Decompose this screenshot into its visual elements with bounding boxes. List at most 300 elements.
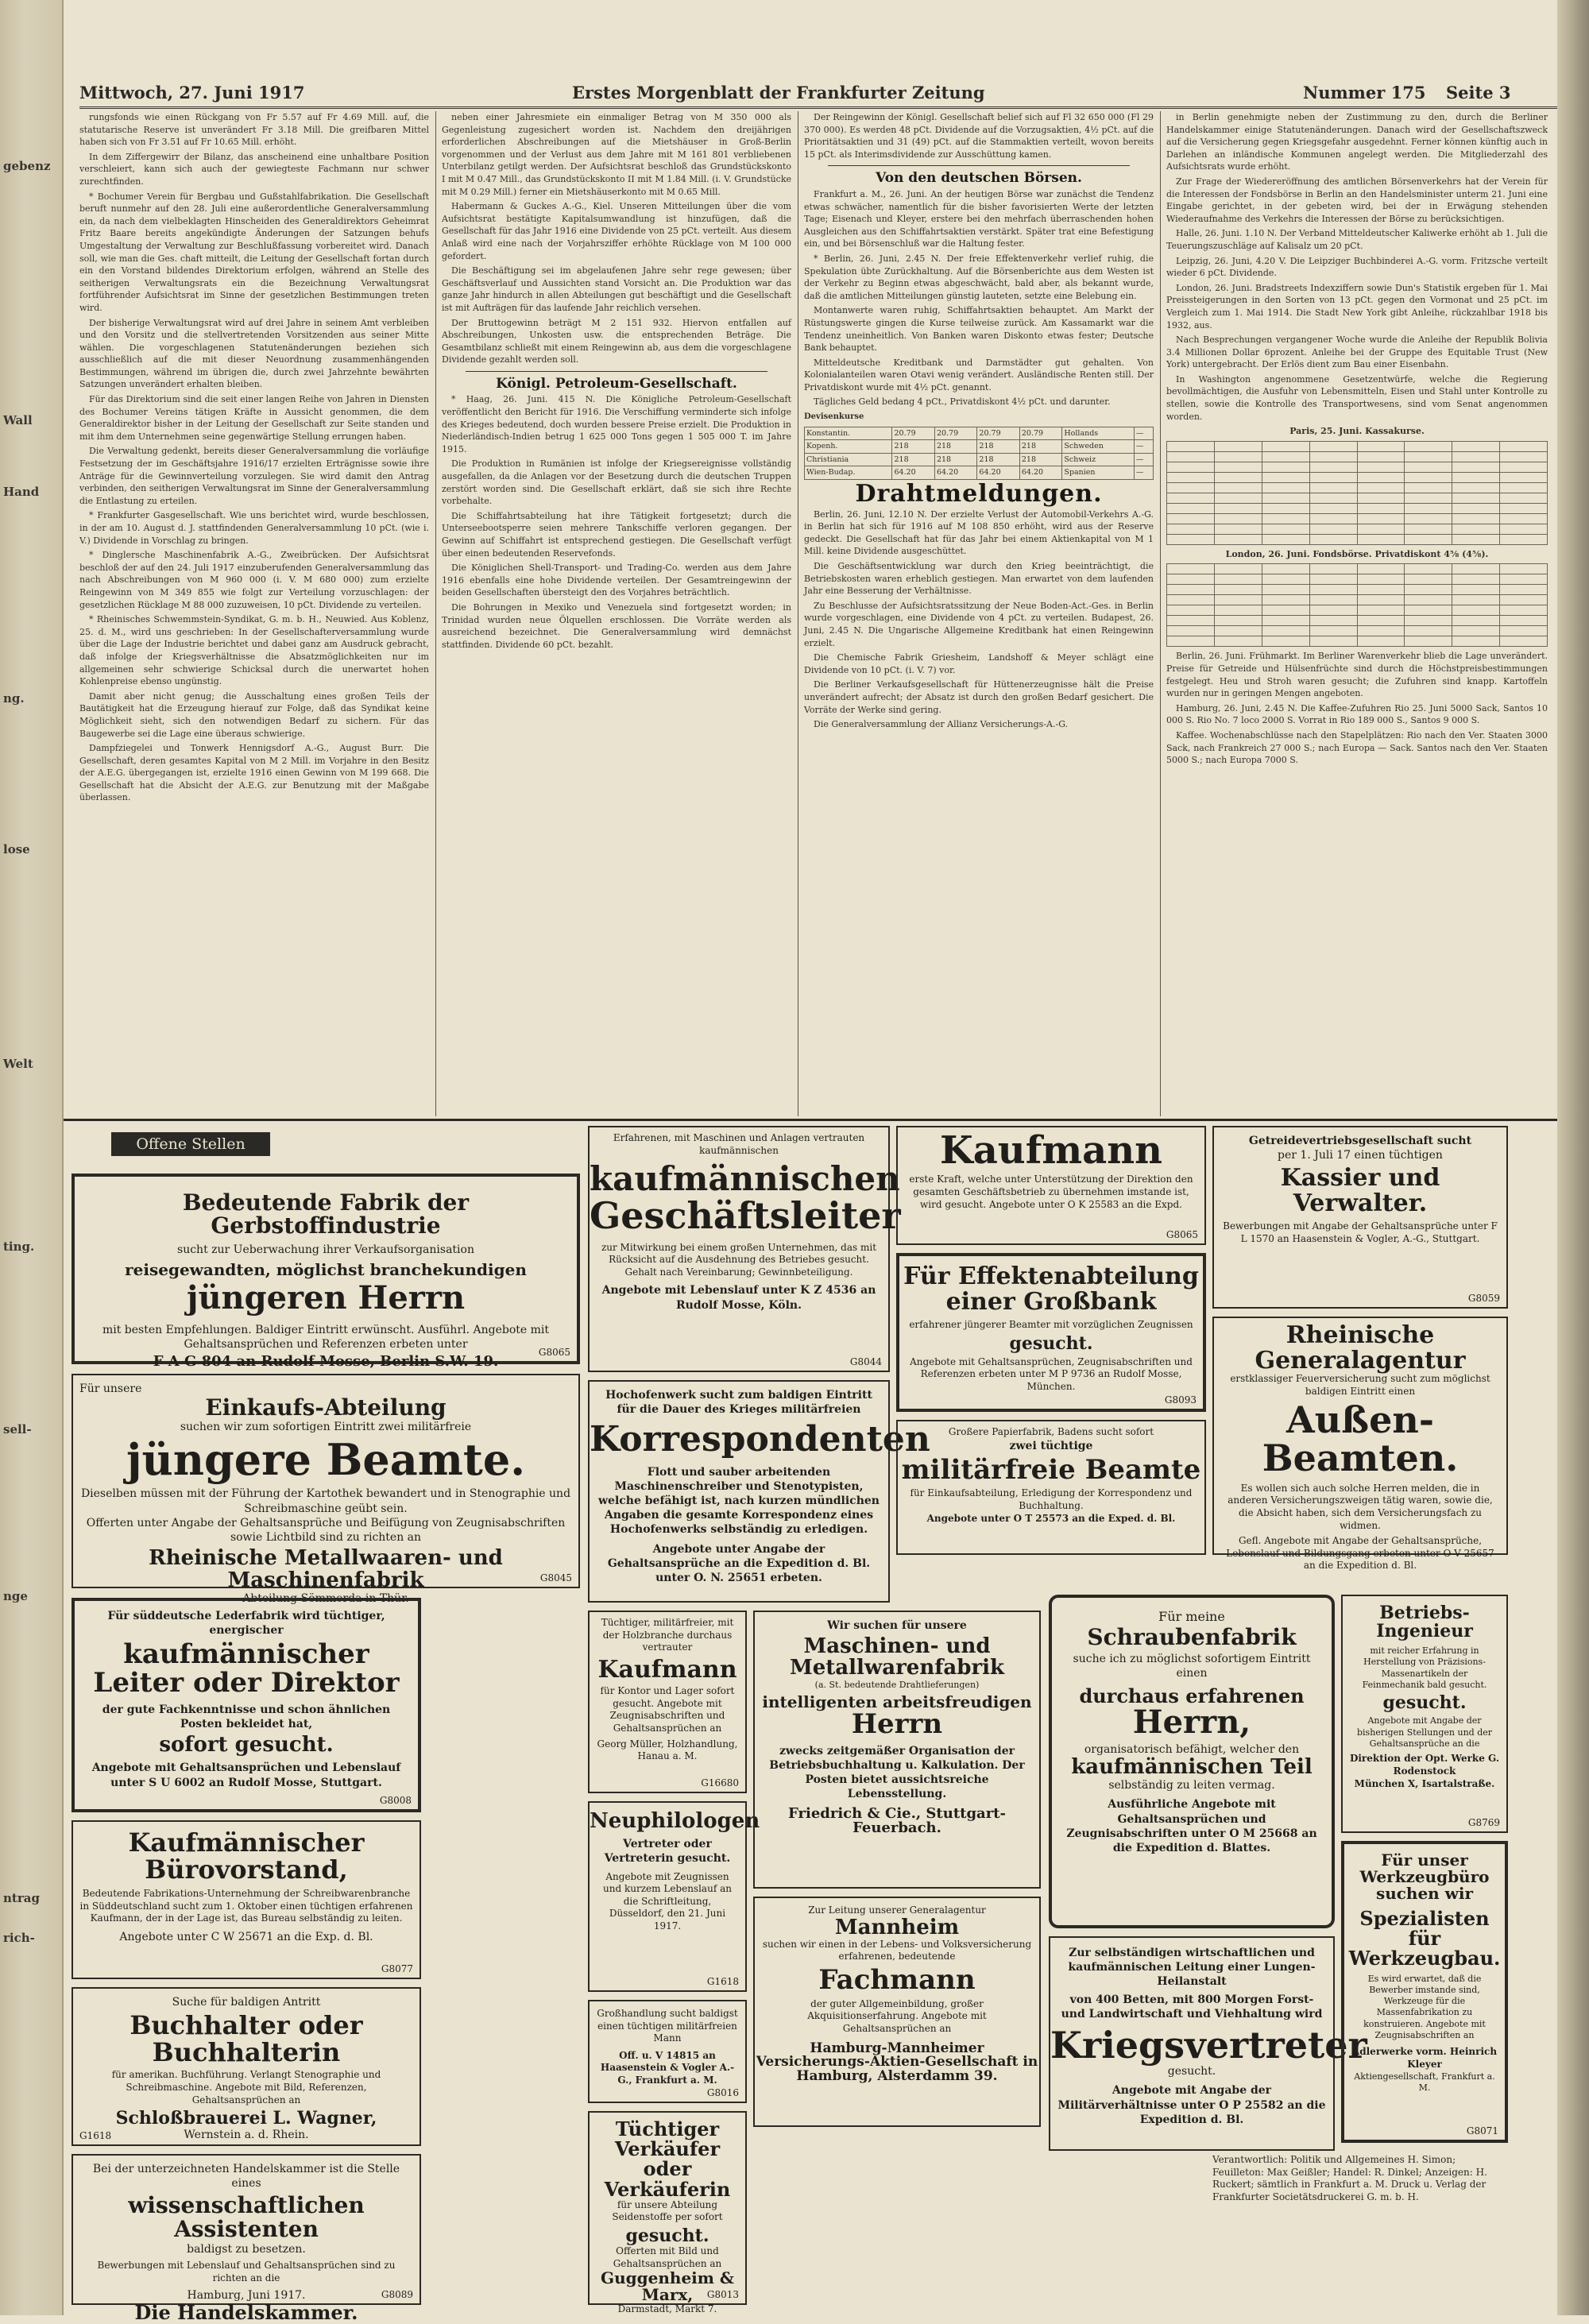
table-cell (1357, 595, 1405, 605)
table-cell (1452, 451, 1500, 462)
table-cell (1214, 493, 1262, 503)
table-cell (1405, 564, 1452, 574)
ad-text: Offerten unter Angabe der Gehaltsansprüche und Beifügung von Zeugnisabschriften sowie Lichtbild sind zu richten an (86, 1516, 566, 1545)
ad-kaufmann (896, 1126, 1206, 1245)
paragraph: Berlin, 26. Juni, 12.10 N. Der erzielte Verlust der Automobil-Verkehrs A.-G. in Berlin hat sich für 1916 auf M 108 850 erhöht, wird aus der Reserve gedeckt. Die Gesellschaft hat für das Jahr bei einem Aktienkapital von M 1 Mill. keine Dividende ausgeschüttet. (804, 508, 1154, 557)
table-cell (1309, 616, 1357, 626)
paragraph: * Bochumer Verein für Bergbau und Gußstahlfabrikation. Die Gesellschaft beruft nunmehr auf den 28. Juli eine außerordentliche Generalversammlung ein, da nach dem vielbeklagten Hinscheiden des Generaldirektors Geheimrat Fritz Baare bereits angekündigte Änderungen der Satzungen behufs Umgestaltung der Verwaltung zur Beschlußfassung vorbereitet wird. Danach soll, wie man die Ges. chaft mitteilt, die Leitung der Gesellschaft fortan durch ein den Vorstand bildendes Direktorium erfolgen, während an Stelle des seitherigen Verwaltungsrats ein die Bezeichnung Verwaltungsrat fortführender Aufsichtsrat im Sinne der gesetzlichen Bestimmungen treten wird. (79, 191, 429, 313)
table-cell (1309, 493, 1357, 503)
table-cell (1452, 616, 1500, 626)
ad-code: G8044 (849, 1356, 882, 1367)
table-cell (1167, 462, 1215, 472)
ad-lederfabrik (72, 1598, 421, 1812)
table-cell (1262, 595, 1309, 605)
table-cell (1309, 585, 1357, 595)
table-cell (1452, 534, 1500, 544)
ad-code: G8769 (1467, 1817, 1500, 1828)
ad-text: erstklassiger Feuerversicherung sucht zum möglichst baldigen Eintritt einen (1230, 1373, 1490, 1397)
table-cell (1452, 503, 1500, 513)
ad-generalagentur-rheinisch (1212, 1317, 1508, 1572)
table-cell (1452, 605, 1500, 616)
table-cell (1405, 626, 1452, 636)
table-cell (1214, 503, 1262, 513)
ad-headline: Buchhalter oder Buchhalterin (130, 2010, 363, 2067)
ad-text: Flott und sauber arbeitenden Maschinenschreiber und Stenotypisten, welche befähigt ist, nach kurzen mündlichen Angaben die gesamte Korrespondenz eines Hochofenwerks selbständig zu erledigen. (598, 1465, 880, 1537)
article-column-4 (1166, 111, 1548, 1116)
binding-spine (0, 0, 64, 2315)
ad-neuphilologen (588, 1801, 760, 1992)
table-cell (1167, 441, 1215, 451)
table-cell (1500, 441, 1548, 451)
table-cell: 64.20 (934, 466, 976, 480)
ad-einkauf (72, 1374, 580, 1605)
spine-fragment: sell- (3, 1422, 32, 1437)
paragraph: Zur Frage der Wiedereröffnung des amtlichen Börsenverkehrs hat der Verein für die Interessen der Fondsbörse in Berlin an den Handelsminister unterm 21. Juni eine Eingabe gerichtet, in der gebeten wird, bei der in Erwägung stehenden Wiederaufnahme des Verkehrs die Interessen der Börse zu berücksichtigen. (1166, 176, 1548, 224)
ad-contact: Angebote unter O T 25573 an die Exped. d. Bl. (926, 1512, 1176, 1524)
ad-headline: Herrn (851, 1708, 943, 1741)
ad-effektenabteilung (896, 1253, 1206, 1412)
ad-contact: Angebote unter C W 25671 an die Exp. d. Bl. (119, 1930, 373, 1943)
table-cell: — (1134, 466, 1153, 480)
ad-contact: Angebote unter Angabe der Gehaltsansprüche an die Expedition d. Bl. unter O. N. 25651 erbeten. (607, 1542, 871, 1584)
table-cell: 64.20 (977, 466, 1019, 480)
paragraph: Mitteldeutsche Kreditbank und Darmstädter gut gehalten. Von Kolonialanteilen waren Otavi wenig verändert. Ausländische Renten still. Der Privatdiskont wurde mit 4½ pCt. genannt. (804, 357, 1154, 392)
paragraph: * Dinglersche Maschinenfabrik A.-G., Zweibrücken. Der Aufsichtsrat beschloß der auf den 24. Juli 1917 einzuberufenden Generalversammlung das nach Abschreibungen von M 960 000 (i. V. M 680 000) zum erzielte Reingewinn von M 349 855 wie folgt zur Verteilung vorzuschlagen: der gesetzlichen Rücklage M 88 000 zuzuweisen, 10 pCt. Dividende zu verteilen. (79, 550, 429, 610)
ad-headline: Spezialisten für Werkzeugbau. (1348, 1907, 1501, 1970)
table-cell: 20.79 (892, 427, 934, 440)
spine-fragment: Wall (3, 413, 33, 427)
table-cell (1214, 441, 1262, 451)
ad-company: Schloßbrauerei L. Wagner, (115, 2108, 377, 2129)
ad-text: organisatorisch befähigt, welcher den (1084, 1742, 1300, 1756)
ad-text: Tüchtiger, militärfreier, mit der Holzbranche durchaus vertrauter (601, 1617, 734, 1653)
ad-company: Adlerwerke vorm. Heinrich Kleyer (1351, 2046, 1498, 2070)
table-row (1167, 595, 1548, 605)
ad-text: für unsere Abteilung Seidenstoffe per sofort (612, 2198, 723, 2223)
table-cell (1214, 605, 1262, 616)
table-cell (1500, 462, 1548, 472)
ad-text: kaufmännischen Teil (1071, 1754, 1313, 1779)
table-cell: 20.79 (1019, 427, 1061, 440)
issue-date: Mittwoch, 27. Juni 1917 (79, 83, 305, 102)
divider (466, 371, 767, 372)
ad-text: Erfahrenen, mit Maschinen und Anlagen vertrauten kaufmännischen (613, 1132, 865, 1156)
table-cell: Hollands (1062, 427, 1135, 440)
table-cell (1500, 626, 1548, 636)
table-cell (1167, 626, 1215, 636)
ad-contact: Angebote mit Gehaltsansprüchen, Zeugnisabschriften und Referenzen erbeten unter M P 9736 an Rudolf Mosse, München. (910, 1355, 1193, 1392)
table-cell (1309, 524, 1357, 534)
ad-text: zwei tüchtige (1009, 1439, 1093, 1452)
ad-text: Zur selbständigen wirtschaftlichen und kaufmännischen Leitung einer Lungen-Heilanstalt (1068, 1947, 1316, 1989)
ad-betriebs-ingenieur (1341, 1595, 1508, 1833)
paragraph: Die Produktion in Rumänien ist infolge der Kriegsereignisse vollständig ausgefallen, da die Anlagen vor der Besetzung durch die deutschen Truppen zerstört worden sind. Die Gesellschaft erklärt, daß sie sich ihre Rechte vorbehalte. (442, 458, 791, 507)
table-caption: Devisenkurse (804, 412, 864, 422)
ad-text: Für süddeutsche Lederfabrik wird tüchtiger, energischer (107, 1610, 385, 1638)
ad-text: zwecks zeitgemäßer Organisation der Betriebsbuchhaltung u. Kalkulation. Der Posten bietet aussichtsreiche Lebensstellung. (769, 1744, 1025, 1801)
paragraph: Habermann & Guckes A.-G., Kiel. Unseren Mitteilungen über die vom Aufsichtsrat bestätigte Kapitalsumwandlung ist hinzufügen, daß die Gesellschaft für das Jahr 1916 eine Dividende von 25 pCt. verteilt. Aus diesem Anlaß wird eine nach der Vorjahrsziffer erhöhte Rücklage von M 100 000 gefordert. (442, 201, 791, 261)
newspaper-title: Erstes Morgenblatt der Frankfurter Zeitung (572, 83, 985, 102)
table-cell (1405, 574, 1452, 585)
newspaper-page (64, 0, 1557, 2324)
ad-company: Friedrich & Cie., Stuttgart-Feuerbach. (788, 1804, 1006, 1837)
table-row (1167, 472, 1548, 482)
table-cell (1214, 595, 1262, 605)
paragraph: Die Schiffahrtsabteilung hat ihre Tätigkeit fortgesetzt; durch die Unterseebootsperre seien mehrere Tankschiffe verloren gegangen. Der Gewinn auf Schiffahrt ist entsprechend gestiegen. Die Gesellschaft verfügt über einen bedeutenden Reservefonds. (442, 510, 791, 559)
ad-text: Angebote mit Angabe der bisherigen Stellungen und der Gehaltsansprüche an die (1356, 1715, 1493, 1750)
ad-text: für amerikan. Buchführung. Verlangt Stenographie und Schreibmaschine. Angebote mit Bild, Referenzen, Gehaltsansprüchen an (111, 2069, 381, 2106)
table-cell (1357, 493, 1405, 503)
ad-text: Vertreter oder Vertreterin gesucht. (604, 1838, 731, 1866)
ad-generalagentur-mannheim (753, 1897, 1041, 2127)
ad-verkaeufer (588, 2111, 747, 2315)
ad-code: G8071 (1466, 2125, 1498, 2136)
table-row (805, 440, 1154, 454)
table-cell (1357, 451, 1405, 462)
table-cell (1405, 513, 1452, 524)
ad-contact: Angebote mit Lebenslauf unter K Z 4536 an Rudolf Mosse, Köln. (601, 1284, 876, 1312)
ad-text: Zur Leitung unserer Generalagentur (808, 1904, 986, 1916)
table-row (1167, 534, 1548, 544)
article-column-3 (804, 111, 1154, 1116)
ad-headline: Geschäftsleiter (590, 1194, 901, 1238)
table-cell (1405, 503, 1452, 513)
ad-code: G16680 (701, 1777, 739, 1788)
ad-headline: Kaufmännischer Bürovorstand, (128, 1827, 365, 1885)
table-cell (1262, 636, 1309, 647)
table-cell (1309, 595, 1357, 605)
paragraph: neben einer Jahresmiete ein einmaliger Betrag von M 350 000 als Gegenleistung zugesichert worden ist. Nachdem den dreijährigen erforderlichen Abschreibungen auf die Mietshäuser in Groß-Berlin vorgenommen und der Verlust aus dem Jahre mit M 161 801 verbliebenen Unterbilanz getilgt werden. Der Aufsichtsrat beschloß das Grundstückskonto I mit M 0.47 Mill., das Grundstückskonto II mit M 1.84 Mill. (i. V. Grundstücke mit M 0.29 Mill.) ferner ein Mietshäuserkonto mit M 0.65 Mill. (442, 112, 791, 197)
table-cell (1357, 626, 1405, 636)
paragraph: * Berlin, 26. Juni, 2.45 N. Der freie Effektenverkehr verlief ruhig, die Spekulation übte Zurückhaltung. Auf die Börsenberichte aus dem Westen ist der Verkehr zu Beginn etwas abgeschwächt, bald aber, als bekannt wurde, daß die amtlichen Mitteilungen günstig lauteten, setzte eine Belebung ein. (804, 253, 1154, 301)
article-column-2 (442, 111, 791, 1116)
ad-contact: Angebote mit Gehaltsansprüchen und Lebenslauf unter S U 6002 an Rudolf Mosse, Stuttgart. (91, 1761, 401, 1789)
imprint: Verantwortlich: Politik und Allgemeines H. Simon; Feuilleton: Max Geißler; Handel: R. Dinkel; Anzeigen: H. Ruckert; sämtlich in Frankfurt a. M. Druck u. Verlag der Frankfurter Societätsdruckerei G. m. b. H. (1212, 2154, 1487, 2202)
spine-fragment: rich- (3, 1931, 35, 1945)
ad-headline: Kriegsvertreter (1050, 2023, 1367, 2067)
ad-geschaeftsleiter (588, 1126, 901, 1372)
table-cell (1405, 472, 1452, 482)
table-cell (1500, 513, 1548, 524)
ad-code: G8013 (706, 2289, 739, 2300)
ad-kriegsvertreter (1049, 1936, 1367, 2151)
table-cell (1452, 462, 1500, 472)
paragraph: Hamburg, 26. Juni, 2.45 N. Die Kaffee-Zufuhren Rio 25. Juni 5000 Sack, Santos 10 000 S. Rio No. 7 loco 2000 S. Vorrat in Rio 189 000 S., Santos 9 000 S. (1166, 702, 1548, 726)
table-cell (1500, 534, 1548, 544)
table-cell (1167, 451, 1215, 462)
table-cell (1262, 493, 1309, 503)
table-cell: Schweiz (1062, 453, 1135, 466)
ad-text: Großere Papierfabrik, Badens sucht sofort (948, 1426, 1154, 1437)
ad-text: Bedeutende Fabrikations-Unternehmung der Schreibwarenbranche in Süddeutschland sucht zum 1. Oktober einen tüchtigen erfahrenen Kaufmann, der in der Lage ist, das Bureau selbständig zu leiten. (79, 1888, 413, 1924)
ad-text: mit reicher Erfahrung in Herstellung von Präzisions-Massenartikeln der Feinmechanik bald gesucht. (1362, 1645, 1487, 1691)
table-cell (1309, 451, 1357, 462)
paragraph: Die Berliner Verkaufsgesellschaft für Hüttenerzeugnisse hält die Preise unverändert aufrecht; der Absatz ist durch den großen Bedarf gesichert. Die Vorräte der Werke sind gering. (804, 679, 1154, 715)
table-cell: 218 (977, 453, 1019, 466)
paragraph: Kaffee. Wochenabschlüsse nach den Stapelplätzen: Rio nach den Ver. Staaten 3000 Sack, nach Frankreich 27 000 S.; nach Europa — Sack. Santos nach den Ver. Staaten 5000 S.; nach Europa 7000 S. (1166, 730, 1548, 766)
ad-text: Für unsere (79, 1382, 142, 1395)
ad-text: per 1. Juli 17 einen tüchtigen (1278, 1149, 1443, 1162)
table-cell (1500, 493, 1548, 503)
table-cell: 218 (1019, 453, 1061, 466)
table-cell (1214, 636, 1262, 647)
table-row (1167, 482, 1548, 493)
table-cell (1452, 441, 1500, 451)
spine-fragment: ting. (3, 1239, 35, 1254)
ad-headline: Einkaufs-Abteilung (205, 1394, 447, 1421)
table-cell (1357, 605, 1405, 616)
table-cell (1309, 462, 1357, 472)
table-cell (1500, 605, 1548, 616)
ad-headline: Kaufmann (939, 1128, 1163, 1173)
section-heading: Von den deutschen Börsen. (876, 170, 1082, 187)
page-edge-shadow (1557, 0, 1589, 2315)
ad-headline: Mannheim (834, 1915, 960, 1939)
ad-text: suchen wir einen in der Lebens- und Volksversicherung erfahrenen, bedeutende (762, 1938, 1032, 1962)
table-cell (1357, 513, 1405, 524)
table-row (1167, 524, 1548, 534)
london-quotes-table (1166, 563, 1548, 647)
ad-handelskammer (72, 2154, 421, 2324)
ad-text: durchaus erfahrenen (1079, 1684, 1305, 1707)
ad-text: Hochofenwerk sucht zum baldigen Eintritt für die Dauer des Krieges militärfreien (605, 1389, 872, 1417)
table-cell (1500, 574, 1548, 585)
table-cell (1357, 574, 1405, 585)
table-cell (1167, 616, 1215, 626)
ad-text: München X, Isartalstraße. (1354, 1777, 1495, 1789)
table-cell (1357, 441, 1405, 451)
table-cell (1214, 462, 1262, 472)
table-cell (1405, 636, 1452, 647)
ad-contact: Georg Müller, Holzhandlung, Hanau a. M. (597, 1738, 738, 1762)
ad-headline: jüngeren Herrn (186, 1278, 466, 1317)
spine-fragment: nge (3, 1589, 28, 1603)
table-cell (1357, 462, 1405, 472)
ad-headline: kaufmännischer Leiter oder Direktor (93, 1638, 400, 1699)
table-row (1167, 513, 1548, 524)
paragraph: Die Chemische Fabrik Griesheim, Landshoff & Meyer schlägt eine Dividende von 10 pCt. (i. V. 7) vor. (804, 652, 1154, 675)
paragraph: rungsfonds wie einen Rückgang von Fr 5.57 auf Fr 4.69 Mill. auf, die statutarische Reserve ist unverändert Fr 3.18 Mill. Die greifbaren Mittel haben sich von Fr 3.51 auf Fr 10.65 Mill. erhöht. (79, 112, 429, 148)
spine-fragment: Welt (3, 1057, 33, 1071)
paragraph: Der Bruttogewinn beträgt M 2 151 932. Hiervon entfallen auf Abschreibungen, Unkosten usw. die entsprechenden Beträge. Die Gesamtbilanz schließt mit einem Reingewinn ab, aus dem die vorgeschlagene Dividende gezahlt werden soll. (442, 317, 791, 365)
classified-ads-section (64, 1119, 1557, 2324)
table-cell (1357, 585, 1405, 595)
table-cell: 20.79 (977, 427, 1019, 440)
ad-text: Für meine (1158, 1609, 1225, 1624)
ad-text: gesucht. (1009, 1332, 1093, 1354)
table-cell (1262, 462, 1309, 472)
table-cell (1262, 513, 1309, 524)
table-cell (1452, 636, 1500, 647)
table-cell (1357, 472, 1405, 482)
table-cell (1214, 574, 1262, 585)
table-cell (1357, 564, 1405, 574)
table-row (805, 466, 1154, 480)
ad-text: suchen wir (1375, 1884, 1474, 1903)
table-row (1167, 636, 1548, 647)
table-cell (1262, 574, 1309, 585)
table-cell (1405, 585, 1452, 595)
paragraph: Montanwerte waren ruhig, Schiffahrtsaktien behauptet. Am Markt der Rüstungswerte gingen die Kurse teilweise zurück. Am Kassamarkt war die Tendenz uneinheitlich. Von Banken waren Diskonto etwas fester; Deutsche Bank behauptet. (804, 305, 1154, 354)
ad-text: Darmstadt, Markt 7. (617, 2303, 717, 2315)
table-cell (1167, 564, 1215, 574)
table-row (1167, 564, 1548, 574)
paragraph: Zu Beschlusse der Aufsichtsratssitzung der Neue Boden-Act.-Ges. in Berlin wurde vorgeschlagen, eine Dividende von 4 pCt. zu verteilen. Budapest, 26. Juni, 2.45 N. Die Ungarische Allgemeine Kreditbank hat einen Reingewinn erzielt. (804, 600, 1154, 648)
ad-headline: kaufmännischen (590, 1159, 900, 1199)
table-cell (1167, 574, 1215, 585)
table-cell (1500, 564, 1548, 574)
table-row (1167, 451, 1548, 462)
table-cell (1167, 524, 1215, 534)
table-cell (1452, 482, 1500, 493)
table-cell (1262, 524, 1309, 534)
ad-code: G8016 (706, 2087, 739, 2098)
table-cell (1452, 574, 1500, 585)
table-cell: 218 (892, 440, 934, 454)
ad-headline: Für Effektenabteilung einer Großbank (903, 1263, 1199, 1316)
table-row (1167, 441, 1548, 451)
table-cell (1309, 564, 1357, 574)
ad-headline: militärfreie Beamte (901, 1453, 1201, 1486)
table-cell (1214, 524, 1262, 534)
table-cell: 218 (934, 453, 976, 466)
ad-text: baldigst zu besetzen. (187, 2243, 306, 2256)
article-column-1 (79, 111, 429, 1116)
paragraph: Leipzig, 26. Juni, 4.20 V. Die Leipziger Buchbinderei A.-G. vorm. Fritzsche verteilt wieder 6 pCt. Dividende. (1166, 255, 1548, 279)
table-cell (1500, 585, 1548, 595)
table-cell (1500, 482, 1548, 493)
table-cell (1452, 513, 1500, 524)
table-cell (1309, 441, 1357, 451)
table-cell (1262, 451, 1309, 462)
ad-signature: Die Handelskammer. (134, 2300, 358, 2324)
table-caption: London, 26. Juni. Fondsbörse. Privatdiskont 4⅝ (4⅝). (1225, 548, 1489, 559)
table-row (1167, 503, 1548, 513)
ad-metallwarenfabrik (753, 1611, 1041, 1889)
ad-contact: Gefl. Angebote mit Angabe der Gehaltsansprüche, Lebenslauf und Bildungsgang erbeten unter O V 25657 an die Expedition d. Bl. (1226, 1535, 1494, 1572)
ad-headline: Maschinen- und Metallwarenfabrik (789, 1634, 1005, 1680)
page-number: Seite 3 (1446, 83, 1511, 102)
ad-text: Bei der unterzeichneten Handelskammer ist die Stelle eines (92, 2163, 400, 2191)
table-cell (1500, 472, 1548, 482)
table-cell: Wien-Budap. (805, 466, 892, 480)
paragraph: Halle, 26. Juni. 1.10 N. Der Verband Mitteldeutscher Kaliwerke erhöht ab 1. Juli die Teuerungszuschläge auf Kalisalz um 20 pCt. (1166, 228, 1548, 251)
ad-korrespondenten (588, 1380, 930, 1603)
ad-text: Hamburg, Juni 1917. (187, 2288, 306, 2302)
ad-text: sucht zur Ueberwachung ihrer Verkaufsorganisation (177, 1243, 474, 1256)
ad-contact: Off. u. V 14815 an Haasenstein & Vogler A.-G., Frankfurt a. M. (600, 2049, 735, 2086)
table-cell: Christiania (805, 453, 892, 466)
ad-text: selbständig zu leiten vermag. (1108, 1779, 1275, 1792)
ad-code: G8093 (1164, 1394, 1197, 1406)
table-row (1167, 574, 1548, 585)
table-cell (1309, 605, 1357, 616)
ad-headline: Tüchtiger Verkäufer oder Verkäuferin (604, 2117, 731, 2201)
ad-text: suche ich zu möglichst sofortigem Eintritt einen (1073, 1653, 1311, 1680)
table-cell (1500, 595, 1548, 605)
ad-text: Es wollen sich auch solche Herren melden, die in anderen Versicherungszweigen tätig waren, sowie die, die Absicht haben, sich dem Versicherungsfach zu widmen. (1228, 1482, 1493, 1531)
ad-text: für Einkaufsabteilung, Erledigung der Korrespondenz und Buchhaltung. (910, 1487, 1193, 1512)
paragraph: Für das Direktorium sind die seit einer langen Reihe von Jahren in Diensten des Bochumer Vereins tätigen Kräfte in Aussicht genommen, die dem Generaldirektor bisher in der Leitung der Gesellschaft zur Seite standen und mit ihm dem Unternehmen seine gegenwärtige Stellung errungen haben. (79, 394, 429, 442)
table-cell: 218 (892, 453, 934, 466)
spine-fragment: lose (3, 842, 30, 857)
ad-headline: Betriebs-Ingenieur (1376, 1603, 1473, 1642)
section-banner: Offene Stellen (111, 1132, 270, 1156)
table-cell (1452, 626, 1500, 636)
table-cell (1357, 636, 1405, 647)
paris-quotes-table (1166, 441, 1548, 545)
table-cell (1262, 564, 1309, 574)
ad-buchhalter (72, 1987, 421, 2146)
ad-headline: Rheinische Generalagentur (1255, 1321, 1466, 1375)
masthead (79, 79, 1557, 109)
ad-code: G8008 (379, 1795, 412, 1806)
section-heading: Königl. Petroleum-Gesellschaft. (496, 375, 737, 392)
ad-headline: jüngere Beamte. (126, 1433, 525, 1485)
paragraph: Dampfziegelei und Tonwerk Hennigsdorf A.-G., August Burr. Die Gesellschaft, deren gesamtes Kapital von M 2 Mill. im Vorjahre in den Besitz der A.E.G. übergegangen ist, erzielte 1916 einen Gewinn von M 199 668. Die Gesellschaft hat die Absicht der A.E.G. zur Benutzung mit der Maßgabe überlassen. (79, 743, 429, 803)
table-cell (1405, 482, 1452, 493)
table-cell (1357, 482, 1405, 493)
table-cell: 218 (977, 440, 1019, 454)
ad-text: Großhandlung sucht baldigst einen tüchtigen militärfreien Mann (597, 2008, 738, 2044)
table-cell (1405, 595, 1452, 605)
column-divider (435, 111, 436, 1116)
table-cell (1405, 462, 1452, 472)
table-cell (1214, 564, 1262, 574)
ad-headline: Korrespondenten (590, 1419, 930, 1460)
table-cell: 218 (1019, 440, 1061, 454)
ad-text: Wernstein a. d. Rhein. (184, 2129, 309, 2142)
table-cell (1167, 636, 1215, 647)
ad-text: Aktiengesellschaft, Frankfurt a. M. (1354, 2071, 1495, 2093)
table-cell (1214, 472, 1262, 482)
ad-text: für Kontor und Lager sofort gesucht. Angebote mit Zeugnisabschriften und Gehaltsansprüchen an (600, 1685, 735, 1734)
ad-headline: Kassier und Verwalter. (1280, 1164, 1440, 1217)
table-cell (1262, 482, 1309, 493)
paragraph: Die Bohrungen in Mexiko und Venezuela sind fortgesetzt worden; in Trinidad wurden neue Ölquellen erschlossen. Die Vorräte werden als ausreichend bezeichnet. Die Generalversammlung wird demnächst stattfinden. Dividende 60 pCt. bezahlt. (442, 601, 791, 650)
table-cell (1452, 585, 1500, 595)
paragraph: Die Geschäftsentwicklung war durch den Krieg beeinträchtigt, die Betriebskosten waren erheblich gestiegen. Man erwartet von dem laufenden Jahr eine Besserung der Verhältnisse. (804, 561, 1154, 597)
table-row (805, 453, 1154, 466)
ad-text: Es wird erwartet, daß die Bewerber imstande sind, Werkzeuge für die Massenfabrikation zu konstruieren. Angebote mit Zeugnisabschriften an (1363, 1973, 1486, 2041)
ad-headline: Schraubenfabrik (1087, 1623, 1297, 1650)
ad-headline: Bedeutende Fabrik der Gerbstoffindustrie (182, 1189, 470, 1239)
paragraph: In Washington angenommene Gesetzentwürfe, welche die Regierung bevollmächtigen, die Ausfuhr von Lebensmitteln, Eisen und Stahl unter Kontrolle zu stellen, sowie die Kontrolle des Transportwesens, sind vom Senat angenommen worden. (1166, 373, 1548, 422)
table-cell (1167, 472, 1215, 482)
table-row (1167, 462, 1548, 472)
paragraph: Die Beschäftigung sei im abgelaufenen Jahre sehr rege gewesen; über Geschäftsverlauf und Aussichten stand Vorsicht an. Die Produktion war das ganze Jahr hindurch in allen Abteilungen gut beschäftigt und die Gesellschaft ist mit Aufträgen für das laufende Jahr reichlich versehen. (442, 265, 791, 313)
table-cell (1262, 472, 1309, 482)
table-cell (1214, 626, 1262, 636)
paragraph: London, 26. Juni. Bradstreets Indexziffern sowie Dun's Statistik ergeben für 1. Mai Preissteigerungen in den Sorten von 13 pCt. gegen den Vormonat und 25 pCt. im Vergleich zum 1. Mai 1914. Die Stadt New York gibt Anleihe, rückzahlbar 1918 bis 1932, aus. (1166, 282, 1548, 331)
table-cell (1452, 524, 1500, 534)
ad-papierfabrik (896, 1420, 1206, 1555)
table-cell (1262, 626, 1309, 636)
table-cell (1452, 595, 1500, 605)
paragraph: In dem Ziffergewirr der Bilanz, das anscheinend eine unhaltbare Position verschleiert, kann sich auch der gewiegteste Fachmann nur schwer zurechtfinden. (79, 151, 429, 187)
ad-text: erfahrener jüngerer Beamter mit vorzüglichen Zeugnissen (909, 1319, 1193, 1330)
ad-gerbstoff (72, 1174, 580, 1371)
ad-headline: Außen-Beamten. (1262, 1398, 1459, 1480)
table-cell (1500, 524, 1548, 534)
ad-contact: Bewerbungen mit Angabe der Gehaltsansprüche unter F L 1570 an Haasenstein & Vogler, A.-G., Stuttgart. (1223, 1220, 1498, 1244)
table-cell (1167, 595, 1215, 605)
ad-company: Hamburg-Mannheimer Versicherungs-Aktien-Gesellschaft in Hamburg, Alsterdamm 39. (756, 2040, 1038, 2085)
ad-schraubenfabrik (1049, 1595, 1335, 1928)
table-caption: Paris, 25. Juni. Kassakurse. (1289, 426, 1425, 437)
table-cell (1214, 616, 1262, 626)
ad-headline: Kaufmann (597, 1655, 737, 1684)
